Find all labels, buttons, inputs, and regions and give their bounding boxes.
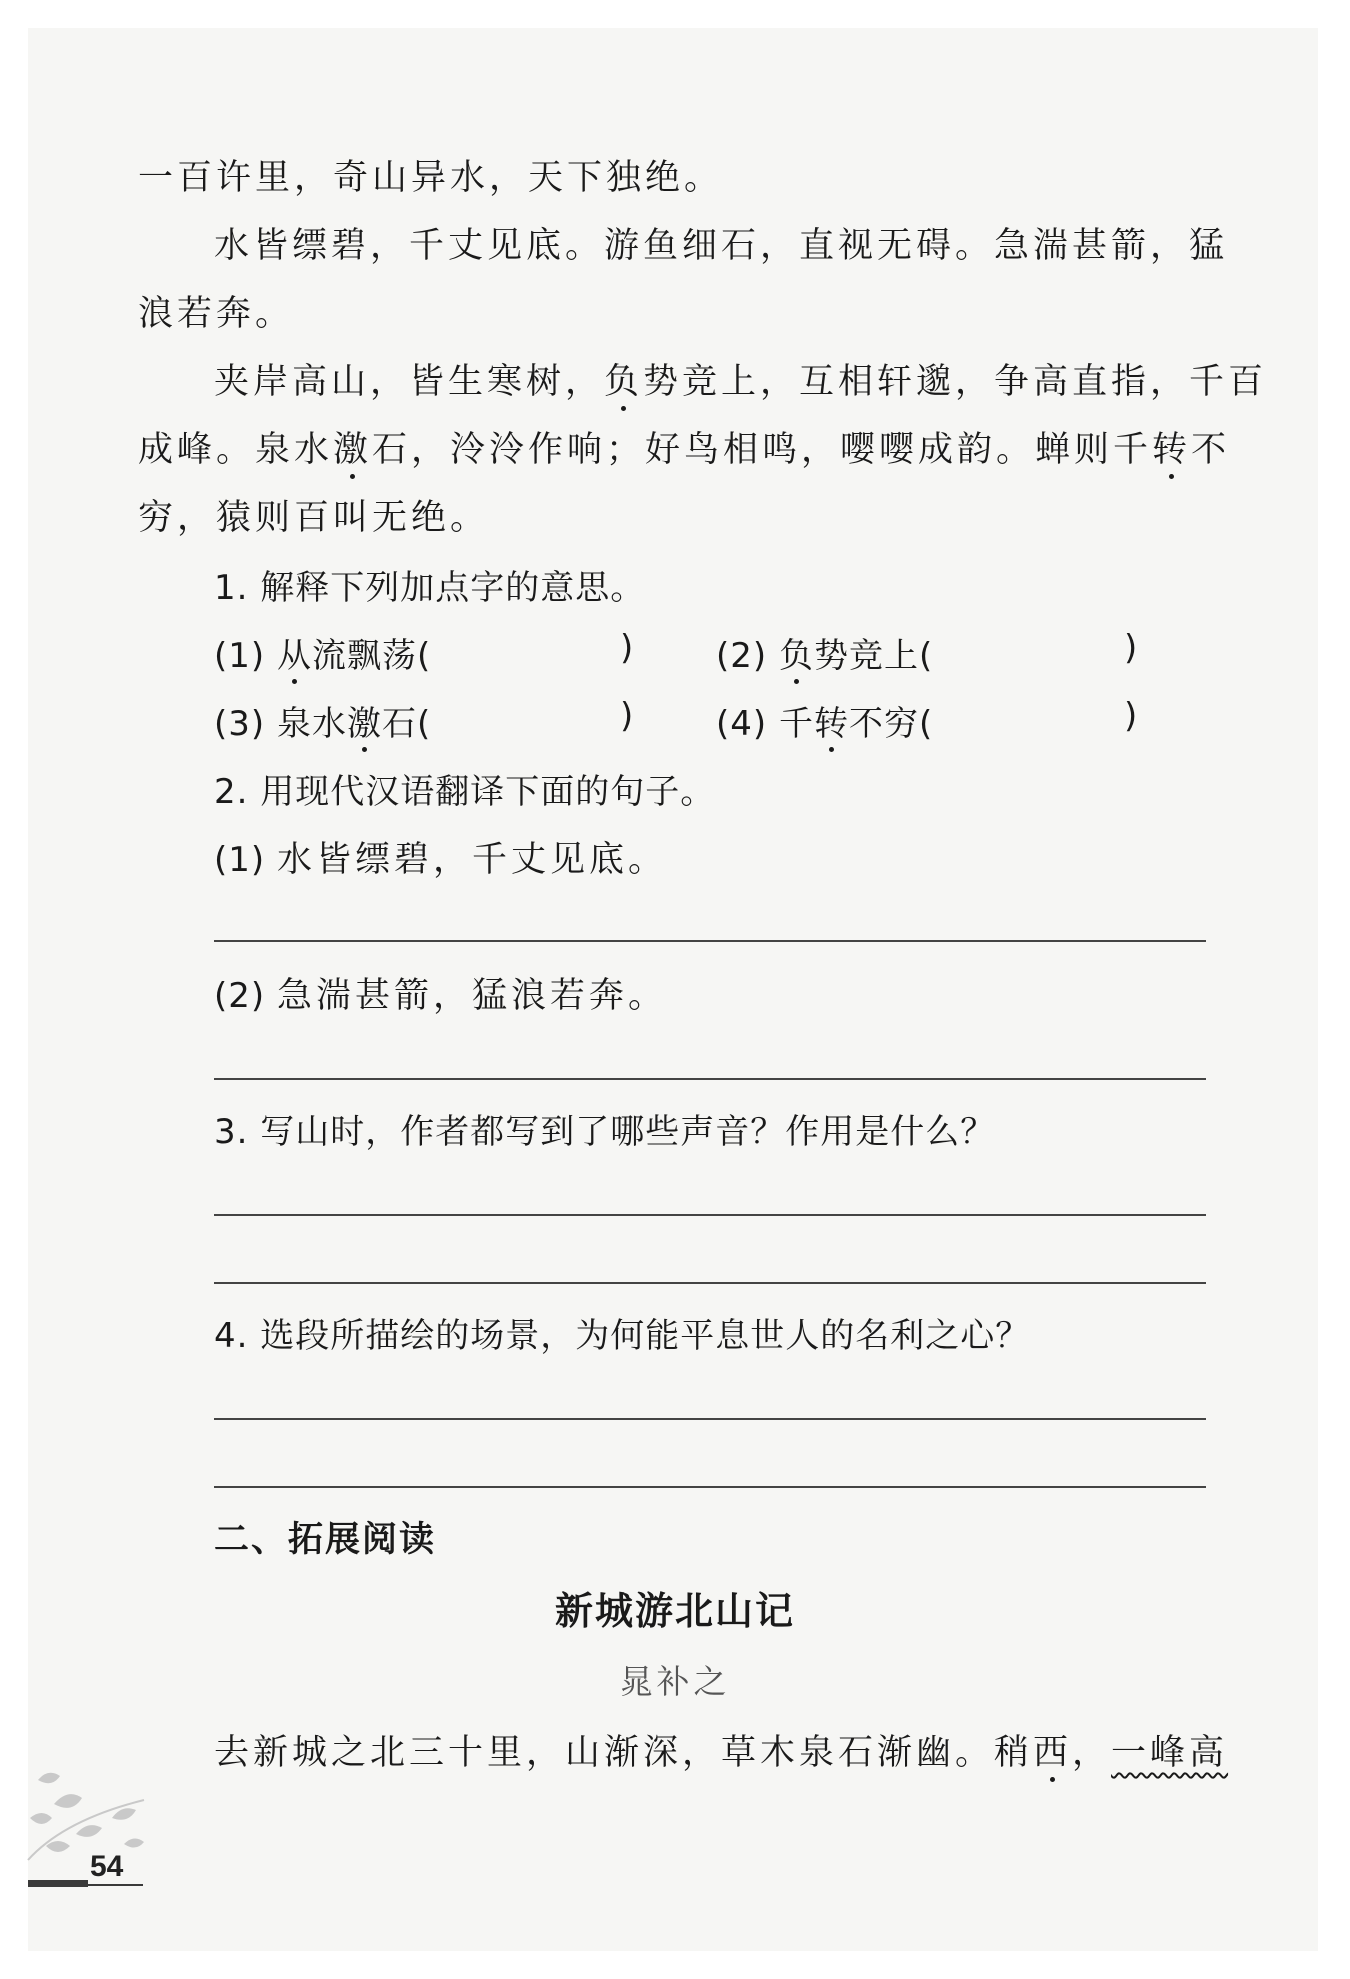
item-text: 流飘荡( <box>311 636 432 676</box>
item-text: 势竞上( <box>813 636 934 676</box>
passage-line-5 <box>138 422 1230 472</box>
page-number: 54 <box>90 1850 124 1883</box>
dotted-character: 从 <box>277 628 312 677</box>
answer-line[interactable] <box>214 1418 1206 1420</box>
q2-sentence-2 <box>214 968 667 1018</box>
dotted-character: 转 <box>1152 422 1191 472</box>
item-number: (1) <box>214 636 266 676</box>
text-segment: 去新城之北三十里，山渐深，草木泉石渐幽。稍 <box>214 1733 1034 1773</box>
q1-item-1 <box>214 628 431 677</box>
text-segment: 不 <box>1191 430 1231 470</box>
passage-line-1: 一百许里，奇山异水，天下独绝。 <box>138 158 724 198</box>
article-title: 新城游北山记 <box>554 1589 795 1633</box>
answer-line[interactable] <box>214 1282 1206 1284</box>
answer-line[interactable] <box>214 1078 1206 1080</box>
answer-line[interactable] <box>214 1214 1206 1216</box>
item-number: (3) <box>214 704 266 744</box>
text-segment: 夹岸高山，皆生寒树， <box>214 362 605 402</box>
item-number: (1) <box>214 840 266 880</box>
answer-line[interactable] <box>214 1486 1206 1488</box>
dotted-character: 激 <box>347 696 382 745</box>
dotted-character: 西 <box>1033 1725 1072 1775</box>
q1-item-4-close: ) <box>1124 696 1139 736</box>
text-segment: 石，泠泠作响；好鸟相鸣，嘤嘤成韵。蝉则千 <box>372 430 1153 470</box>
q1-item-2 <box>716 628 933 677</box>
dotted-character: 负 <box>779 628 814 677</box>
question-3-prompt: 3. 写山时，作者都写到了哪些声音？作用是什么？ <box>214 1112 996 1152</box>
q1-item-1-close: ) <box>620 628 635 668</box>
question-1-prompt: 1. 解释下列加点字的意思。 <box>214 568 646 608</box>
passage-line-4 <box>214 354 1267 404</box>
question-2-prompt: 2. 用现代汉语翻译下面的句子。 <box>214 772 716 812</box>
dotted-character: 转 <box>814 696 849 745</box>
passage-line-2: 水皆缥碧，千丈见底。游鱼细石，直视无碍。急湍甚箭，猛 <box>214 226 1229 266</box>
item-text: 泉水 <box>276 704 347 744</box>
sentence-text: 急湍甚箭，猛浪若奔。 <box>276 976 667 1016</box>
wavy-underlined-text: 一峰高 <box>1111 1733 1229 1773</box>
item-text: 石( <box>381 704 432 744</box>
item-text: 千 <box>778 704 814 744</box>
text-segment: ， <box>1072 1733 1112 1773</box>
item-number: (2) <box>214 976 266 1016</box>
dotted-character: 激 <box>333 422 372 472</box>
footer-rule <box>28 1884 143 1886</box>
q1-item-3 <box>214 696 431 745</box>
article-author: 晁补之 <box>619 1662 731 1701</box>
passage-line-3: 浪若奔。 <box>138 294 295 334</box>
q1-item-3-close: ) <box>620 696 635 736</box>
answer-line[interactable] <box>214 940 1206 942</box>
item-number: (2) <box>716 636 768 676</box>
q2-sentence-1 <box>214 832 667 882</box>
passage-line-6: 穷，猿则百叫无绝。 <box>138 498 490 538</box>
item-text: 不穷( <box>848 704 934 744</box>
text-segment: 成峰。泉水 <box>138 430 334 470</box>
q1-item-2-close: ) <box>1124 628 1139 668</box>
article-line-1 <box>214 1725 1228 1775</box>
item-number: (4) <box>716 704 768 744</box>
question-4-prompt: 4. 选段所描绘的场景，为何能平息世人的名利之心？ <box>214 1316 1031 1356</box>
dotted-character: 负 <box>604 354 643 404</box>
section-heading: 二、拓展阅读 <box>214 1520 437 1560</box>
sentence-text: 水皆缥碧，千丈见底。 <box>276 840 667 880</box>
leaf-decoration-icon <box>24 1760 154 1870</box>
text-segment: 势竞上，互相轩邈，争高直指，千百 <box>643 362 1268 402</box>
q1-item-4 <box>716 696 933 745</box>
